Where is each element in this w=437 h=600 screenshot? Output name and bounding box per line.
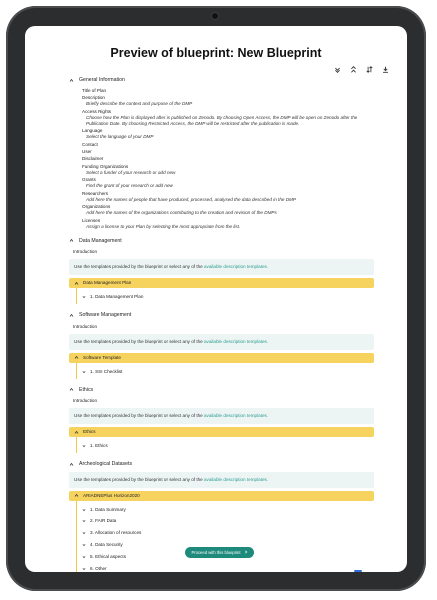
chevron-up-icon — [69, 313, 74, 318]
field-label: Researchers — [82, 190, 109, 196]
blueprint-name: Software Template — [83, 354, 121, 360]
blueprint-items — [76, 288, 374, 304]
sort-icon[interactable] — [365, 65, 373, 74]
list-item[interactable] — [77, 366, 374, 378]
blueprint-items — [76, 363, 374, 379]
general-information-list — [82, 88, 374, 230]
chevron-up-icon — [69, 387, 74, 392]
info-text: Use the templates provided by the blueprint or select any of the — [74, 338, 203, 344]
info-box — [69, 334, 374, 350]
section-heading: Ethics — [79, 386, 94, 393]
available-templates-link[interactable]: available description templates. — [203, 264, 269, 270]
field-funding-organizations — [82, 164, 374, 176]
list-item[interactable] — [77, 563, 374, 572]
chevron-down-icon — [82, 555, 86, 559]
field-label: Organizations — [82, 204, 111, 210]
section-header[interactable] — [69, 387, 374, 394]
field-label: Licenses — [82, 217, 101, 223]
chevron-up-icon — [69, 462, 74, 467]
field-researchers — [82, 191, 374, 203]
introduction-label: Introduction — [73, 323, 98, 329]
collapse-all-icon[interactable] — [349, 65, 357, 74]
blueprint-bar[interactable] — [69, 278, 374, 288]
available-templates-link[interactable]: available description templates. — [203, 476, 269, 482]
field-organizations — [82, 204, 374, 216]
field-label: Funding Organizations — [82, 163, 129, 169]
section-header[interactable] — [69, 238, 374, 245]
list-item[interactable] — [77, 527, 374, 539]
section-heading: General Information — [79, 77, 125, 83]
field-description — [82, 95, 374, 107]
field-label: Title of Plan — [82, 87, 107, 93]
chevron-up-icon — [74, 430, 79, 435]
field-label: Description — [82, 95, 105, 101]
tablet-frame — [6, 6, 426, 591]
section-header[interactable] — [69, 461, 374, 468]
download-icon[interactable] — [381, 65, 389, 74]
chevron-down-icon — [82, 370, 86, 374]
chevron-down-icon — [82, 295, 86, 299]
blueprint-bar[interactable] — [69, 427, 374, 437]
available-templates-link[interactable]: available description templates. — [203, 338, 269, 344]
item-label: 1. Data Summary — [90, 506, 126, 512]
field-label: User — [82, 148, 92, 154]
scroll-indicator — [354, 570, 362, 572]
section-heading: Software Management — [79, 312, 132, 319]
toolbar — [333, 65, 389, 74]
section-header[interactable] — [69, 312, 374, 319]
info-text: Use the templates provided by the blueprint or select any of the — [74, 476, 203, 482]
field-user — [82, 149, 374, 155]
field-title-of-plan — [82, 88, 374, 94]
field-disclaimer — [82, 156, 374, 162]
item-label: 4. Data Security — [90, 541, 123, 547]
chevron-down-icon — [82, 519, 86, 523]
chevron-up-icon — [69, 238, 74, 243]
chevron-up-icon — [69, 78, 74, 83]
chevron-down-icon — [82, 444, 86, 448]
section-general-information[interactable] — [69, 77, 374, 84]
blueprint-items — [76, 437, 374, 453]
chevron-right-icon — [244, 550, 248, 555]
field-label: Contact — [82, 141, 98, 147]
info-text: Use the templates provided by the blueprint or select any of the — [74, 264, 203, 270]
field-description-text: Add here the names of people that have produced, processed, analysed the data described in the DMP — [86, 196, 296, 202]
available-templates-link[interactable]: available description templates. — [203, 413, 269, 419]
field-contact — [82, 142, 374, 148]
section-heading: Data Management — [79, 237, 122, 244]
item-label: 2. FAIR Data — [90, 518, 117, 524]
blueprint-name: Data Management Plan — [83, 280, 132, 286]
introduction-label: Introduction — [73, 249, 98, 255]
chevron-down-icon — [82, 567, 86, 571]
list-item[interactable] — [77, 504, 374, 516]
info-box — [69, 472, 374, 488]
section-software-management — [69, 312, 374, 378]
info-box — [69, 408, 374, 424]
introduction-label: Introduction — [73, 398, 98, 404]
field-grants — [82, 177, 374, 189]
item-label: 3. Allocation of resources — [90, 530, 142, 536]
blueprint-name: ARIADNEPlus Horizon2020 — [83, 492, 140, 498]
page-title: Preview of blueprint: New Blueprint — [110, 46, 322, 60]
proceed-label: Proceed with this blueprint — [191, 550, 241, 555]
field-label: Language — [82, 128, 103, 134]
field-description-text: Select the language of your DMP — [86, 134, 154, 140]
field-description-text: Add here the names of the organizations contributing to the creation and revision of the DMPs — [86, 210, 277, 216]
item-label: 1. Ethics — [90, 443, 108, 449]
blueprint-items — [76, 501, 374, 572]
field-licenses — [82, 218, 374, 230]
list-item[interactable] — [77, 440, 374, 452]
field-label: Grants — [82, 177, 96, 183]
list-item[interactable] — [77, 515, 374, 527]
field-label: Disclaimer — [82, 156, 104, 162]
section-ethics — [69, 387, 374, 453]
item-label: 5. Ethical aspects — [90, 553, 127, 559]
field-description-text: Find the grant of your research or add new — [86, 183, 173, 189]
info-text: Use the templates provided by the blueprint or select any of the — [74, 413, 203, 419]
section-data-management — [69, 238, 374, 304]
screen — [25, 26, 407, 572]
item-label: 1. Data Management Plan — [90, 294, 144, 300]
blueprint-bar[interactable] — [69, 353, 374, 363]
blueprint-preview — [69, 77, 374, 572]
item-label: 1. SSI Checklist — [90, 368, 123, 374]
field-description-text: Choose how the Plan is displayed after is published on Zenodo. By choosing Open Access, the DMP will be open on Zenodo after the Publication Date. By choosing Restricted Access, the DMP will be restricted after the publication is made. — [86, 114, 358, 126]
item-label: 6. Other — [90, 565, 107, 571]
field-description-text: Select a funder of your research or add new — [86, 169, 176, 175]
section-heading: Archeological Datasets — [79, 460, 133, 467]
field-language — [82, 128, 374, 140]
field-description-text: Assign a license to your Plan by selecting the most appropriate from the list. — [86, 223, 241, 229]
field-access-rights — [82, 109, 374, 127]
chevron-down-icon — [82, 531, 86, 535]
camera-dot — [212, 13, 218, 19]
field-description-text: Briefly describe the context and purpose of the DMP — [86, 101, 193, 107]
blueprint-name: Ethics — [83, 429, 96, 435]
info-box — [69, 259, 374, 275]
field-label: Access Rights — [82, 108, 112, 114]
proceed-button[interactable] — [185, 547, 254, 558]
expand-all-icon[interactable] — [333, 65, 341, 74]
list-item[interactable] — [77, 291, 374, 303]
chevron-up-icon — [74, 493, 79, 498]
chevron-up-icon — [74, 355, 79, 360]
chevron-down-icon — [82, 543, 86, 547]
chevron-down-icon — [82, 508, 86, 512]
chevron-up-icon — [74, 281, 79, 286]
blueprint-bar[interactable] — [69, 491, 374, 501]
